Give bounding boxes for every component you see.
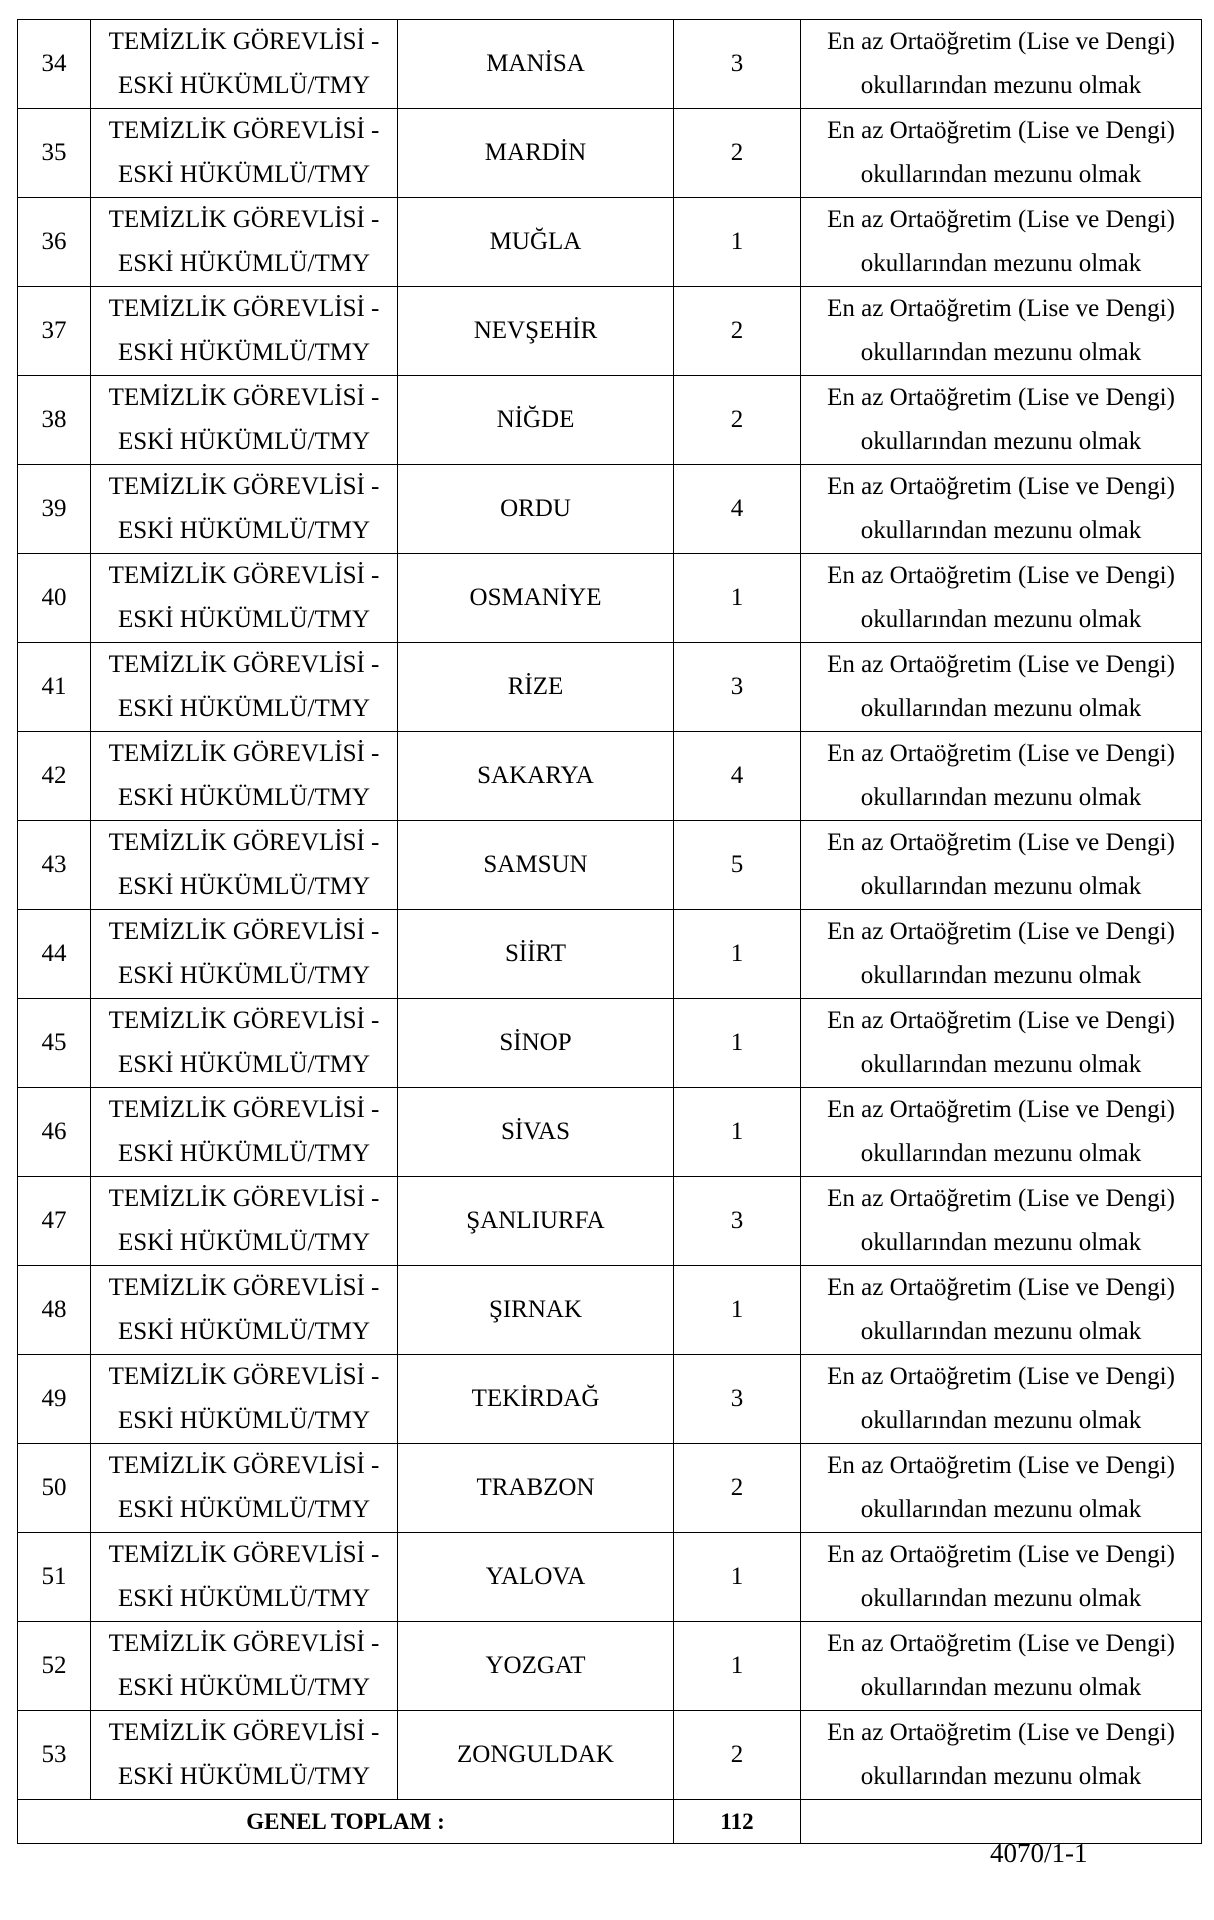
position-title-line: TEMİZLİK GÖREVLİSİ - xyxy=(108,918,380,945)
positions-table xyxy=(17,19,1202,1844)
position-title-line: TEMİZLİK GÖREVLİSİ - xyxy=(108,384,380,411)
table-row xyxy=(18,1444,1202,1533)
requirement-line: En az Ortaöğretim (Lise ve Dengi) xyxy=(827,562,1175,589)
province-cell: NEVŞEHİR xyxy=(398,287,674,376)
requirement-line: En az Ortaöğretim (Lise ve Dengi) xyxy=(827,651,1175,678)
table-row xyxy=(18,20,1202,109)
requirement-line: En az Ortaöğretim (Lise ve Dengi) xyxy=(827,1185,1175,1212)
position-title-cell xyxy=(91,999,398,1088)
table-row xyxy=(18,1266,1202,1355)
position-title-line: ESKİ HÜKÜMLÜ/TMY xyxy=(117,1674,371,1701)
requirement-line: okullarından mezunu olmak xyxy=(860,428,1142,455)
position-count-cell: 3 xyxy=(674,1177,801,1266)
position-title-line: ESKİ HÜKÜMLÜ/TMY xyxy=(117,962,371,989)
province-cell: TRABZON xyxy=(398,1444,674,1533)
requirement-line: okullarından mezunu olmak xyxy=(860,1674,1142,1701)
position-title-line: ESKİ HÜKÜMLÜ/TMY xyxy=(117,1140,371,1167)
requirement-line: okullarından mezunu olmak xyxy=(860,161,1142,188)
requirement-line: okullarından mezunu olmak xyxy=(860,1229,1142,1256)
position-count-cell: 4 xyxy=(674,732,801,821)
requirement-line: okullarından mezunu olmak xyxy=(860,72,1142,99)
position-title-line: TEMİZLİK GÖREVLİSİ - xyxy=(108,1452,380,1479)
row-number-cell: 44 xyxy=(18,910,91,999)
table-row xyxy=(18,910,1202,999)
position-count-cell: 1 xyxy=(674,1622,801,1711)
position-title-line: TEMİZLİK GÖREVLİSİ - xyxy=(108,1719,380,1746)
row-number-cell: 35 xyxy=(18,109,91,198)
position-count-cell: 1 xyxy=(674,999,801,1088)
position-title-cell xyxy=(91,910,398,999)
province-cell: YOZGAT xyxy=(398,1622,674,1711)
position-title-cell xyxy=(91,1177,398,1266)
requirement-cell xyxy=(801,1355,1202,1444)
row-number-cell: 41 xyxy=(18,643,91,732)
position-title-line: TEMİZLİK GÖREVLİSİ - xyxy=(108,1274,380,1301)
requirement-line: En az Ortaöğretim (Lise ve Dengi) xyxy=(827,1096,1175,1123)
position-count-cell: 2 xyxy=(674,109,801,198)
row-number-cell: 40 xyxy=(18,554,91,643)
position-title-line: TEMİZLİK GÖREVLİSİ - xyxy=(108,829,380,856)
row-number-cell: 48 xyxy=(18,1266,91,1355)
province-cell: YALOVA xyxy=(398,1533,674,1622)
requirement-line: okullarından mezunu olmak xyxy=(860,784,1142,811)
requirement-cell xyxy=(801,287,1202,376)
requirement-line: En az Ortaöğretim (Lise ve Dengi) xyxy=(827,384,1175,411)
requirement-cell xyxy=(801,198,1202,287)
requirement-cell xyxy=(801,1266,1202,1355)
table-body xyxy=(18,20,1202,1844)
requirement-line: En az Ortaöğretim (Lise ve Dengi) xyxy=(827,1363,1175,1390)
position-title-line: TEMİZLİK GÖREVLİSİ - xyxy=(108,28,380,55)
table-row xyxy=(18,1177,1202,1266)
position-title-cell xyxy=(91,1711,398,1800)
position-title-cell xyxy=(91,821,398,910)
requirement-cell xyxy=(801,1711,1202,1800)
total-row xyxy=(18,1800,1202,1844)
position-title-cell xyxy=(91,554,398,643)
position-title-cell xyxy=(91,1355,398,1444)
requirement-line: En az Ortaöğretim (Lise ve Dengi) xyxy=(827,1630,1175,1657)
position-count-cell: 1 xyxy=(674,1533,801,1622)
province-cell: TEKİRDAĞ xyxy=(398,1355,674,1444)
position-title-line: ESKİ HÜKÜMLÜ/TMY xyxy=(117,1051,371,1078)
table-row xyxy=(18,465,1202,554)
row-number-cell: 46 xyxy=(18,1088,91,1177)
position-title-line: ESKİ HÜKÜMLÜ/TMY xyxy=(117,428,371,455)
requirement-line: okullarından mezunu olmak xyxy=(860,1051,1142,1078)
position-title-line: ESKİ HÜKÜMLÜ/TMY xyxy=(117,695,371,722)
position-title-line: ESKİ HÜKÜMLÜ/TMY xyxy=(117,1763,371,1790)
table-row xyxy=(18,198,1202,287)
position-title-line: TEMİZLİK GÖREVLİSİ - xyxy=(108,1007,380,1034)
province-cell: NİĞDE xyxy=(398,376,674,465)
row-number-cell: 53 xyxy=(18,1711,91,1800)
table-row xyxy=(18,376,1202,465)
requirement-cell xyxy=(801,554,1202,643)
position-title-line: ESKİ HÜKÜMLÜ/TMY xyxy=(117,1496,371,1523)
position-count-cell: 2 xyxy=(674,1444,801,1533)
position-title-line: ESKİ HÜKÜMLÜ/TMY xyxy=(117,873,371,900)
total-label-cell: GENEL TOPLAM : xyxy=(18,1800,674,1844)
position-title-cell xyxy=(91,287,398,376)
requirement-cell xyxy=(801,1177,1202,1266)
row-number-cell: 42 xyxy=(18,732,91,821)
position-count-cell: 3 xyxy=(674,20,801,109)
table-row xyxy=(18,1533,1202,1622)
requirement-line: okullarından mezunu olmak xyxy=(860,1496,1142,1523)
province-cell: SAKARYA xyxy=(398,732,674,821)
table-row xyxy=(18,1088,1202,1177)
position-title-cell xyxy=(91,1266,398,1355)
requirement-line: En az Ortaöğretim (Lise ve Dengi) xyxy=(827,1007,1175,1034)
table-row xyxy=(18,1355,1202,1444)
position-title-line: TEMİZLİK GÖREVLİSİ - xyxy=(108,1630,380,1657)
requirement-cell xyxy=(801,999,1202,1088)
position-title-line: TEMİZLİK GÖREVLİSİ - xyxy=(108,562,380,589)
province-cell: MUĞLA xyxy=(398,198,674,287)
position-title-line: TEMİZLİK GÖREVLİSİ - xyxy=(108,651,380,678)
position-title-cell xyxy=(91,109,398,198)
position-title-line: ESKİ HÜKÜMLÜ/TMY xyxy=(117,784,371,811)
position-title-line: TEMİZLİK GÖREVLİSİ - xyxy=(108,740,380,767)
requirement-line: okullarından mezunu olmak xyxy=(860,1585,1142,1612)
position-title-line: TEMİZLİK GÖREVLİSİ - xyxy=(108,473,380,500)
row-number-cell: 45 xyxy=(18,999,91,1088)
row-number-cell: 37 xyxy=(18,287,91,376)
table-row xyxy=(18,821,1202,910)
requirement-line: En az Ortaöğretim (Lise ve Dengi) xyxy=(827,473,1175,500)
position-count-cell: 1 xyxy=(674,1088,801,1177)
position-count-cell: 1 xyxy=(674,1266,801,1355)
requirement-line: En az Ortaöğretim (Lise ve Dengi) xyxy=(827,918,1175,945)
row-number-cell: 52 xyxy=(18,1622,91,1711)
province-cell: SAMSUN xyxy=(398,821,674,910)
position-title-line: ESKİ HÜKÜMLÜ/TMY xyxy=(117,1229,371,1256)
position-title-cell xyxy=(91,376,398,465)
requirement-cell xyxy=(801,376,1202,465)
table-row xyxy=(18,109,1202,198)
position-count-cell: 2 xyxy=(674,376,801,465)
document-code: 4070/1-1 xyxy=(990,1838,1088,1868)
position-title-cell xyxy=(91,1444,398,1533)
position-title-line: ESKİ HÜKÜMLÜ/TMY xyxy=(117,606,371,633)
requirement-line: okullarından mezunu olmak xyxy=(860,1407,1142,1434)
table-row xyxy=(18,732,1202,821)
row-number-cell: 39 xyxy=(18,465,91,554)
requirement-cell xyxy=(801,821,1202,910)
position-count-cell: 2 xyxy=(674,287,801,376)
requirement-line: En az Ortaöğretim (Lise ve Dengi) xyxy=(827,1274,1175,1301)
requirement-cell xyxy=(801,109,1202,198)
position-title-line: TEMİZLİK GÖREVLİSİ - xyxy=(108,206,380,233)
position-title-line: ESKİ HÜKÜMLÜ/TMY xyxy=(117,517,371,544)
requirement-line: En az Ortaöğretim (Lise ve Dengi) xyxy=(827,1452,1175,1479)
province-cell: ŞIRNAK xyxy=(398,1266,674,1355)
position-title-line: TEMİZLİK GÖREVLİSİ - xyxy=(108,117,380,144)
position-title-line: TEMİZLİK GÖREVLİSİ - xyxy=(108,1096,380,1123)
position-count-cell: 1 xyxy=(674,198,801,287)
requirement-cell xyxy=(801,20,1202,109)
requirement-line: En az Ortaöğretim (Lise ve Dengi) xyxy=(827,28,1175,55)
table-row xyxy=(18,1711,1202,1800)
province-cell: MANİSA xyxy=(398,20,674,109)
position-count-cell: 2 xyxy=(674,1711,801,1800)
requirement-line: En az Ortaöğretim (Lise ve Dengi) xyxy=(827,206,1175,233)
position-title-line: TEMİZLİK GÖREVLİSİ - xyxy=(108,295,380,322)
table-row xyxy=(18,287,1202,376)
requirement-line: okullarından mezunu olmak xyxy=(860,962,1142,989)
row-number-cell: 50 xyxy=(18,1444,91,1533)
requirement-line: okullarından mezunu olmak xyxy=(860,606,1142,633)
position-title-line: ESKİ HÜKÜMLÜ/TMY xyxy=(117,339,371,366)
total-empty-cell xyxy=(801,1800,1202,1844)
requirement-line: okullarından mezunu olmak xyxy=(860,250,1142,277)
row-number-cell: 43 xyxy=(18,821,91,910)
position-title-cell xyxy=(91,1622,398,1711)
position-title-cell xyxy=(91,1088,398,1177)
position-count-cell: 3 xyxy=(674,1355,801,1444)
position-count-cell: 5 xyxy=(674,821,801,910)
row-number-cell: 47 xyxy=(18,1177,91,1266)
position-title-line: ESKİ HÜKÜMLÜ/TMY xyxy=(117,72,371,99)
requirement-line: En az Ortaöğretim (Lise ve Dengi) xyxy=(827,829,1175,856)
position-title-line: ESKİ HÜKÜMLÜ/TMY xyxy=(117,250,371,277)
row-number-cell: 49 xyxy=(18,1355,91,1444)
position-title-cell xyxy=(91,732,398,821)
position-count-cell: 1 xyxy=(674,554,801,643)
position-title-line: ESKİ HÜKÜMLÜ/TMY xyxy=(117,1585,371,1612)
province-cell: SİVAS xyxy=(398,1088,674,1177)
row-number-cell: 51 xyxy=(18,1533,91,1622)
position-count-cell: 1 xyxy=(674,910,801,999)
province-cell: OSMANİYE xyxy=(398,554,674,643)
requirement-line: okullarından mezunu olmak xyxy=(860,873,1142,900)
requirement-line: okullarından mezunu olmak xyxy=(860,517,1142,544)
position-title-cell xyxy=(91,465,398,554)
requirement-line: En az Ortaöğretim (Lise ve Dengi) xyxy=(827,295,1175,322)
requirement-line: okullarından mezunu olmak xyxy=(860,339,1142,366)
position-title-line: ESKİ HÜKÜMLÜ/TMY xyxy=(117,1318,371,1345)
requirement-cell xyxy=(801,1088,1202,1177)
table-row xyxy=(18,1622,1202,1711)
table-row xyxy=(18,554,1202,643)
row-number-cell: 34 xyxy=(18,20,91,109)
requirement-line: okullarından mezunu olmak xyxy=(860,1763,1142,1790)
total-value-cell: 112 xyxy=(674,1800,801,1844)
province-cell: MARDİN xyxy=(398,109,674,198)
requirement-cell xyxy=(801,465,1202,554)
requirement-cell xyxy=(801,1622,1202,1711)
requirement-line: En az Ortaöğretim (Lise ve Dengi) xyxy=(827,1541,1175,1568)
province-cell: ZONGULDAK xyxy=(398,1711,674,1800)
requirement-cell xyxy=(801,732,1202,821)
requirement-cell xyxy=(801,1444,1202,1533)
position-count-cell: 4 xyxy=(674,465,801,554)
position-title-line: ESKİ HÜKÜMLÜ/TMY xyxy=(117,161,371,188)
row-number-cell: 36 xyxy=(18,198,91,287)
row-number-cell: 38 xyxy=(18,376,91,465)
position-title-cell xyxy=(91,20,398,109)
province-cell: RİZE xyxy=(398,643,674,732)
position-count-cell: 3 xyxy=(674,643,801,732)
requirement-line: okullarından mezunu olmak xyxy=(860,1140,1142,1167)
position-title-line: TEMİZLİK GÖREVLİSİ - xyxy=(108,1363,380,1390)
province-cell: ŞANLIURFA xyxy=(398,1177,674,1266)
requirement-line: okullarından mezunu olmak xyxy=(860,695,1142,722)
province-cell: SİNOP xyxy=(398,999,674,1088)
position-title-line: TEMİZLİK GÖREVLİSİ - xyxy=(108,1541,380,1568)
position-title-line: ESKİ HÜKÜMLÜ/TMY xyxy=(117,1407,371,1434)
position-title-cell xyxy=(91,643,398,732)
position-title-cell xyxy=(91,1533,398,1622)
requirement-cell xyxy=(801,910,1202,999)
requirement-line: En az Ortaöğretim (Lise ve Dengi) xyxy=(827,740,1175,767)
province-cell: ORDU xyxy=(398,465,674,554)
province-cell: SİİRT xyxy=(398,910,674,999)
position-title-line: TEMİZLİK GÖREVLİSİ - xyxy=(108,1185,380,1212)
table-row xyxy=(18,643,1202,732)
table-row xyxy=(18,999,1202,1088)
requirement-cell xyxy=(801,1533,1202,1622)
requirement-line: okullarından mezunu olmak xyxy=(860,1318,1142,1345)
position-title-cell xyxy=(91,198,398,287)
requirement-cell xyxy=(801,643,1202,732)
requirement-line: En az Ortaöğretim (Lise ve Dengi) xyxy=(827,1719,1175,1746)
requirement-line: En az Ortaöğretim (Lise ve Dengi) xyxy=(827,117,1175,144)
